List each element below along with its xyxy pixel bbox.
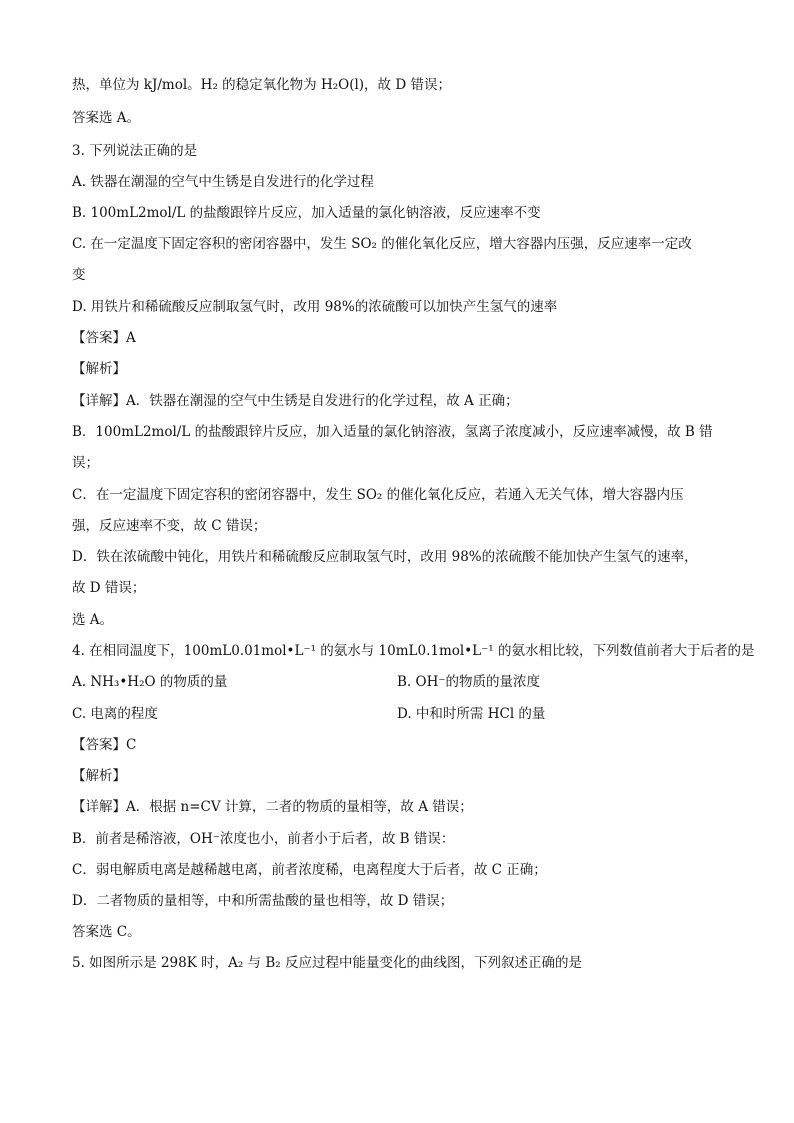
explanation-line: D．铁在浓硫酸中钝化，用铁片和稀硫酸反应制取氢气时，改用 98%的浓硫酸不能加快产生氢气的速率， [72,549,698,565]
explanation-line: 选 A。 [72,612,114,628]
explanation-line: B．前者是稀溶液，OH⁻浓度也小，前者小于后者，故 B 错误： [72,831,455,847]
answer-label: 【答案】A [72,330,136,346]
explanation-line: D．二者物质的量相等，中和所需盐酸的量也相等，故 D 错误； [72,893,454,909]
explanation-line: 【详解】A．根据 n=CV 计算，二者的物质的量相等，故 A 错误； [72,799,473,815]
text-line: 答案选 A。 [72,110,141,126]
explanation-line: 误； [72,455,99,471]
answer-label: 【答案】C [72,737,137,753]
text-line: 热，单位为 kJ/mol。H₂ 的稳定氧化物为 H₂O(l)，故 D 错误； [72,77,451,93]
question-4-option-c: C. 电离的程度 [72,706,158,722]
explanation-line: 答案选 C。 [72,924,141,940]
analysis-label: 【解析】 [72,361,126,377]
question-3-option-b: B. 100mL2mol/L 的盐酸跟锌片反应，加入适量的氯化钠溶液，反应速率不变 [72,205,541,221]
explanation-line: B．100mL2mol/L 的盐酸跟锌片反应，加入适量的氯化钠溶液，氢离子浓度减小，反应速率减慢，故 B 错 [72,424,713,440]
question-3-option-a: A. 铁器在潮湿的空气中生锈是自发进行的化学过程 [72,174,374,190]
question-4-option-a: A. NH₃•H₂O 的物质的量 [72,674,228,690]
question-3-stem: 3. 下列说法正确的是 [72,143,198,159]
question-4-stem: 4. 在相同温度下，100mL0.01mol•L⁻¹ 的氨水与 10mL0.1mol•L⁻¹ 的氨水相比较，下列数值前者大于后者的是 [72,643,755,659]
question-3-option-d: D. 用铁片和稀硫酸反应制取氢气时，改用 98%的浓硫酸可以加快产生氢气的速率 [72,299,558,315]
explanation-line: 故 D 错误； [72,580,146,596]
question-4-option-d: D. 中和时所需 HCl 的量 [397,706,546,722]
explanation-line: C．弱电解质电离是越稀越电离，前者浓度稀，电离程度大于后者，故 C 正确； [72,862,547,878]
explanation-line: C．在一定温度下固定容积的密闭容器中，发生 SO₂ 的催化氧化反应，若通入无关气体，增大容器内压 [72,487,684,503]
question-3-option-c: C. 在一定温度下固定容积的密闭容器中，发生 SO₂ 的催化氧化反应，增大容器内压强，反应速率一定改 [72,236,692,252]
analysis-label: 【解析】 [72,768,126,784]
explanation-line: 强，反应速率不变，故 C 错误； [72,518,267,534]
text-line: 变 [72,267,86,283]
question-5-stem: 5. 如图所示是 298K 时，A₂ 与 B₂ 反应过程中能量变化的曲线图，下列叙述正确的是 [72,955,582,971]
question-4-option-b: B. OH⁻的物质的量浓度 [397,674,540,690]
explanation-line: 【详解】A．铁器在潮湿的空气中生锈是自发进行的化学过程，故 A 正确； [72,393,519,409]
